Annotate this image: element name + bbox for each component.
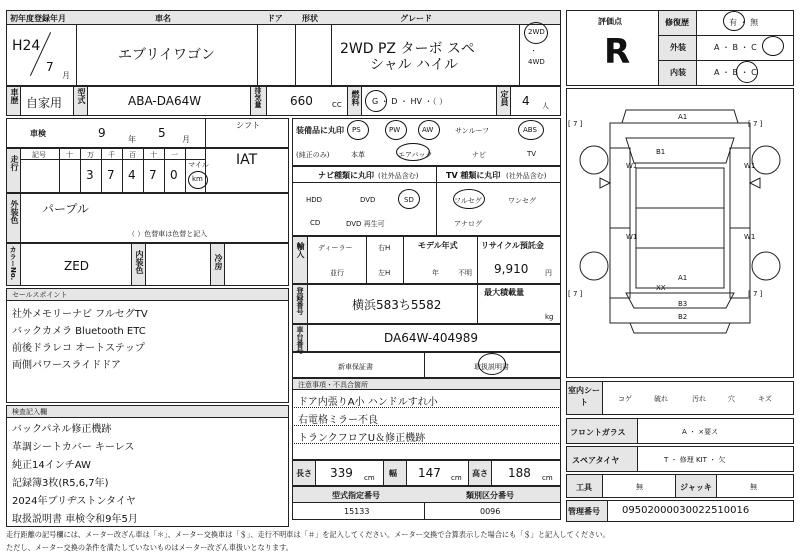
grade-label: グレード (400, 14, 432, 23)
class-no: 0096 (480, 507, 501, 516)
grade-line2: シャル ハイル (370, 57, 459, 73)
seat-scratch: キズ (758, 395, 772, 403)
diag-xx: XX (656, 284, 666, 292)
eval-score: R (604, 32, 631, 72)
shaken-year: 9 (98, 126, 106, 140)
bracket-tl: [ 7 ] (568, 120, 583, 128)
color-note: （ ）色替車は色替と記入 (128, 230, 208, 238)
interior-value: A ・ B ・ C (714, 68, 757, 77)
equip-sunroof: サンルーフ (455, 127, 490, 135)
footer-line2: ただし、メーター交換の条件を満たしていないものはメーター改ざん車扱いとなります。 (6, 543, 293, 552)
interior-seat-label: 室内シート (568, 386, 600, 407)
reg-month: 7 (46, 60, 54, 74)
equipment-label: 装備品に丸印 (296, 126, 344, 135)
jack-value: 無 (750, 483, 757, 491)
car-name-label: 車名 (155, 14, 171, 23)
shaken-month: 5 (158, 126, 166, 140)
interior-color-label: 内装色 (135, 250, 144, 274)
displacement: 660 (290, 94, 313, 108)
door-label: ドア (267, 14, 283, 23)
mileage-digit-1: 3 (86, 168, 94, 182)
navi-cd: CD (310, 219, 321, 227)
selling-points-label: セールスポイント (12, 291, 68, 299)
equipment-sub: (純正のみ) (296, 151, 330, 159)
color-value: パープル (42, 202, 89, 216)
model: ABA-DA64W (128, 94, 202, 108)
footer-line1: 走行距離の記号欄には、メーター改ざん車は「＊」、メーター交換車は「＄」、走行不明車は「＃」を記入してください。メーター交換で合算表示した場合にも「＄」と記入してください。 (6, 530, 610, 539)
max-load-unit: kg (545, 313, 554, 321)
chassis-value: DA64W-404989 (384, 331, 479, 345)
mileage-digit-3: 4 (128, 168, 136, 182)
manual: 取扱説明書 (474, 363, 509, 371)
navi-label: ナビ種類に丸印 (318, 171, 374, 180)
mileage-km: km (192, 175, 203, 183)
length-unit: cm (364, 474, 375, 482)
docs-box (292, 352, 561, 378)
mileage-digit-5: 0 (170, 168, 178, 182)
capacity-unit: 人 (542, 102, 549, 110)
class-label: 類別区分番号 (466, 491, 514, 500)
width-value: 147 (418, 466, 441, 480)
color-code-label: カラーNo. (9, 246, 17, 281)
inspection-item-3: 純正14インチAW (12, 460, 91, 471)
recycle-unit: 円 (545, 269, 552, 277)
bracket-bl: [ 7 ] (568, 290, 583, 298)
usage: 自家用 (26, 96, 63, 110)
length-label: 長さ (296, 469, 312, 478)
diag-b2: B2 (678, 313, 688, 321)
diag-w1-b: W1 (744, 162, 756, 170)
note-1: ドア内張りA小 ハンドルすれ小 (298, 397, 438, 408)
notes-label: 注意事項・不具合箇所 (298, 381, 368, 389)
fuel-label: 燃料 (351, 90, 360, 106)
seat-dirt: 汚れ (692, 395, 706, 403)
shaken-year-unit: 年 (128, 135, 136, 144)
registration-label: 登録番号 (296, 287, 304, 315)
equip-tv: TV (527, 150, 537, 158)
equip-ps: PS (352, 126, 361, 134)
mileage-mile: マイル (188, 161, 209, 169)
color-code: ZED (64, 259, 90, 273)
diag-w1-c: W1 (626, 233, 638, 241)
diag-w1-a: W1 (626, 162, 638, 170)
mileage-unit-3: 千 (108, 151, 115, 159)
model-no: 15133 (344, 507, 370, 516)
windshield-value: A ・ ×要ス (682, 428, 719, 436)
note-3: トランクフロアU＆修正機跡 (298, 433, 426, 444)
diag-b1: B1 (656, 148, 666, 156)
bracket-br: [ 7 ] (748, 290, 763, 298)
equip-aw: AW (422, 126, 434, 134)
seat-tear: 破れ (654, 395, 668, 403)
height-label: 高さ (472, 469, 488, 478)
mileage-unit-0: 記号 (32, 151, 46, 159)
shaken-month-unit: 月 (182, 135, 190, 144)
usage-label: 車歴 (10, 88, 19, 104)
mileage-unit-1: 十 (66, 151, 73, 159)
navi-sd: SD (404, 196, 414, 204)
equip-leather: 本革 (351, 151, 365, 159)
model-year-unknown: 不明 (458, 269, 472, 277)
history-label: 修復歴 (665, 18, 689, 27)
windshield-label: フロントガラス (570, 428, 626, 437)
navi-sub: (社外品含む) (378, 172, 419, 180)
displacement-label: 排気量 (254, 87, 262, 108)
inspection-item-1: バックパネル修正機跡 (12, 424, 112, 435)
equip-pw: PW (389, 126, 401, 134)
recycle-label: リサイクル預託金 (481, 241, 544, 250)
mileage-digit-4: 7 (149, 168, 157, 182)
fuel-options: G ・ D ・ HV ・（ ） (372, 97, 448, 106)
tv-sub: (社外品含む) (506, 172, 547, 180)
width-unit: cm (451, 474, 462, 482)
tv-label: TV 種類に丸印 (446, 171, 501, 180)
mileage-label: 走行 (10, 155, 19, 171)
navi-hdd: HDD (306, 196, 323, 204)
interior-label: 内装 (670, 68, 686, 77)
jack-label: ジャッキ (680, 483, 712, 492)
shaken-label: 車検 (30, 129, 46, 138)
eval-label: 評価点 (598, 17, 622, 26)
note-2: 右電格ミラー不良 (298, 415, 378, 426)
navi-dvd: DVD (360, 196, 376, 204)
spare-tire-value: T ・ 修理 KIT ・ 欠 (664, 456, 726, 464)
tv-oneseg: ワンセグ (508, 197, 536, 205)
seat-hole: 穴 (728, 395, 735, 403)
reg-month-unit: 月 (62, 71, 70, 80)
model-year-unit: 年 (432, 269, 439, 277)
max-load-label: 最大積載量 (484, 288, 524, 297)
shift-label: シフト (236, 121, 260, 130)
width-label: 幅 (389, 469, 397, 478)
exterior-value: A ・ B ・ C (714, 43, 757, 52)
tools-value: 無 (636, 483, 643, 491)
reg-label: 初年度登録年月 (10, 14, 66, 23)
navi-dvd-play: DVD 再生可 (346, 220, 385, 228)
color-code-box (6, 243, 289, 286)
equip-abs: ABS (523, 126, 537, 134)
diag-w1-d: W1 (744, 233, 756, 241)
model-label: 型式 (77, 88, 86, 104)
selling-point-4: 両側パワースライドドア (12, 360, 121, 371)
inspection-item-2: 革調シートカバー キーレス (12, 442, 135, 453)
import-label: 輸入 (296, 242, 305, 258)
control-label: 管理番号 (568, 507, 600, 516)
shape-label: 形状 (302, 14, 318, 23)
spare-tire-label: スペアタイヤ (572, 456, 620, 465)
drive-2wd: 2WD (528, 28, 545, 36)
mileage-box (6, 148, 289, 193)
capacity: 4 (522, 94, 530, 108)
tools-label: 工具 (576, 483, 592, 492)
diag-a1-rear: A1 (678, 274, 688, 282)
selling-point-2: バックカメラ Bluetooth ETC (12, 326, 146, 337)
grade-line1: 2WD PZ ターボ スペ (340, 41, 475, 57)
recycle-value: 9,910 (494, 262, 529, 276)
import-right: 右H (378, 244, 391, 252)
control-value: 09502000030022510016 (622, 505, 750, 516)
inspection-label: 検査記入欄 (12, 408, 47, 416)
height-value: 188 (508, 466, 531, 480)
drive-4wd: 4WD (528, 58, 545, 66)
warranty: 新車保証書 (338, 363, 373, 371)
mileage-unit-6: 一 (171, 151, 178, 159)
chassis-label: 車台番号 (296, 326, 304, 354)
diag-b3: B3 (678, 300, 688, 308)
registration-value: 横浜583ち5582 (352, 298, 442, 312)
tv-analog: アナログ (454, 220, 482, 228)
history-value: 有 ・ 無 (729, 18, 759, 27)
inspection-item-6: 取扱説明書 車検令和9年5月 (12, 514, 138, 525)
selling-point-1: 社外メモリーナビ フルセグTV (12, 309, 148, 320)
capacity-label: 定員 (500, 90, 509, 106)
bracket-tr: [ 7 ] (748, 120, 763, 128)
import-left: 左H (378, 269, 391, 277)
ac-label: 冷房 (214, 254, 223, 270)
equip-navi: ナビ (472, 151, 486, 159)
mileage-unit-4: 百 (129, 151, 136, 159)
inspection-item-4: 記録簿3枚(R5,6,7年) (12, 478, 109, 489)
height-unit: cm (542, 474, 553, 482)
mileage-unit-5: 十 (150, 151, 157, 159)
import-dealer: ディーラー (318, 244, 353, 252)
model-year-label: モデル年式 (418, 241, 458, 250)
usage-row (6, 86, 561, 116)
color-label: 外装色 (10, 200, 19, 224)
model-no-label: 型式指定番号 (332, 491, 380, 500)
inspection-item-5: 2024年ブリヂストンタイヤ (12, 496, 136, 507)
car-name: エブリイワゴン (118, 47, 216, 63)
shift: IAT (236, 152, 258, 168)
length-value: 339 (330, 466, 353, 480)
import-parallel: 並行 (330, 269, 344, 277)
seat-burn: コゲ (618, 395, 632, 403)
car-diagram-drawing (566, 88, 794, 378)
diag-a1-front: A1 (678, 113, 688, 121)
tv-fullseg: フルセグ (454, 197, 482, 205)
mileage-unit-2: 万 (87, 151, 94, 159)
mileage-digit-2: 7 (107, 168, 115, 182)
exterior-label: 外装 (670, 43, 686, 52)
displacement-unit: CC (332, 101, 342, 109)
selling-point-3: 前後ドラレコ オートステップ (12, 343, 145, 354)
reg-era: H24 (12, 38, 41, 54)
equip-airbag: エアバック (398, 151, 433, 159)
